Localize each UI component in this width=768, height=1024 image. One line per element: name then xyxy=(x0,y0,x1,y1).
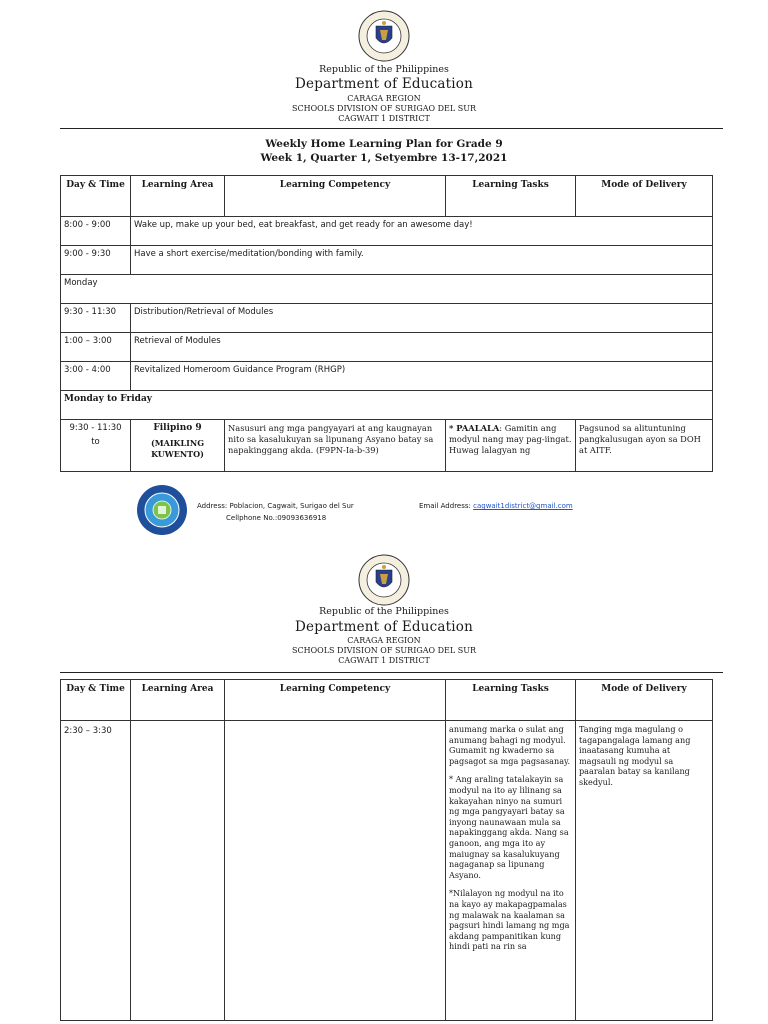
table-row xyxy=(61,217,713,246)
table-row xyxy=(61,275,713,304)
day-cell: Monday to Friday xyxy=(61,391,713,420)
delivery-cell: Tanging mga magulang o tagapangalaga lamang ang inaatasang kumuha at magsauli ng modyul sa paaralan batay sa kanilang skedyul. xyxy=(576,721,713,1021)
col-header-learning-area: Learning Area xyxy=(131,680,225,721)
task-paragraph: * Ang araling tatalakayin sa modyul na ito ay lilinang sa kakayahan ninyo na sumuri ng mga pangyayari batay sa inyong naunawaan mula sa napakinggang akda. Nang sa ganoon, ang mga ito ay maiugnay sa kasalukuyang nagaganap sa lipunang Asyano. xyxy=(449,774,569,880)
table-row xyxy=(61,246,713,275)
col-header-learning-area: Learning Area xyxy=(131,176,225,217)
table-row xyxy=(61,420,713,472)
table-row xyxy=(61,362,713,391)
time-cell: 2:30 – 3:30 xyxy=(61,721,131,1021)
col-header-mode-of-delivery: Mode of Delivery xyxy=(576,680,713,721)
col-header-learning-tasks: Learning Tasks xyxy=(446,176,576,217)
district-seal-icon xyxy=(136,484,188,536)
division-label: SCHOOLS DIVISION OF SURIGAO DEL SUR xyxy=(292,104,476,113)
footer-cellphone xyxy=(226,514,326,522)
plan-title: Weekly Home Learning Plan for Grade 9 xyxy=(265,138,503,150)
region-label: CARAGA REGION xyxy=(347,94,421,103)
competency-cell: Nasusuri ang mga pangyayari at ang kaugnayan nito sa kasalukuyan sa lipunang Asyano batay sa napakinggang akda. (F9PN-Ia-b-39) xyxy=(225,420,446,472)
time-range: 9:30 - 11:30 xyxy=(69,423,122,433)
learning-area-cell xyxy=(131,420,225,472)
learning-plan-table-continued xyxy=(60,679,713,1021)
time-cell: 1:00 – 3:00 xyxy=(61,333,131,362)
district-label: CAGWAIT 1 DISTRICT xyxy=(338,114,430,123)
cellphone-label: Cellphone No.: xyxy=(226,514,278,522)
department-title: Department of Education xyxy=(295,76,473,92)
task-paragraph: *Nilalayon ng modyul na ito na kayo ay makapagpamalas ng malawak na kaalaman sa pagsuri hindi lamang ng mga akdang pampanitikan kung hindi pati na rin sa xyxy=(449,888,570,952)
col-header-day-time: Day & Time xyxy=(61,680,131,721)
learning-plan-table xyxy=(60,175,713,472)
time-cell: 9:30 - 11:30 xyxy=(61,304,131,333)
competency-cell xyxy=(225,721,446,1021)
tasks-cell xyxy=(446,420,576,472)
tasks-cell xyxy=(446,721,576,1021)
time-cell: 8:00 - 9:00 xyxy=(61,217,131,246)
task-reminder-label: * PAALALA xyxy=(449,423,500,433)
footer-address xyxy=(197,502,354,510)
activity-cell: Retrieval of Modules xyxy=(131,333,713,362)
region-label: CARAGA REGION xyxy=(347,636,421,645)
cellphone-value: 09093636918 xyxy=(277,514,327,522)
header-divider xyxy=(60,128,723,129)
table-row xyxy=(61,304,713,333)
time-to: to xyxy=(91,437,100,447)
time-cell: 3:00 - 4:00 xyxy=(61,362,131,391)
activity-cell: Distribution/Retrieval of Modules xyxy=(131,304,713,333)
republic-label: Republic of the Philippines xyxy=(319,606,449,617)
col-header-learning-tasks: Learning Tasks xyxy=(446,680,576,721)
time-cell xyxy=(61,420,131,472)
activity-cell: Wake up, make up your bed, eat breakfast, and get ready for an awesome day! xyxy=(131,217,713,246)
address-value: Poblacion, Cagwait, Surigao del Sur xyxy=(229,502,354,510)
email-link[interactable]: cagwait1district@gmail.com xyxy=(473,502,573,510)
division-label: SCHOOLS DIVISION OF SURIGAO DEL SUR xyxy=(292,646,476,655)
task-reminder-text: : Gamitin ang modyul nang may pag-iingat. Huwag lalagyan ng xyxy=(449,423,572,455)
learning-area-cell xyxy=(131,721,225,1021)
col-header-learning-competency: Learning Competency xyxy=(225,680,446,721)
email-label: Email Address: xyxy=(419,502,471,510)
district-label: CAGWAIT 1 DISTRICT xyxy=(338,656,430,665)
address-label: Address: xyxy=(197,502,228,510)
plan-subtitle: Week 1, Quarter 1, Setyembre 13-17,2021 xyxy=(260,152,508,164)
task-paragraph: anumang marka o sulat ang anumang bahagi ng modyul. Gumamit ng kwaderno sa pagsagot sa mga pagsasanay. xyxy=(449,724,571,766)
col-header-mode-of-delivery: Mode of Delivery xyxy=(576,176,713,217)
table-row xyxy=(61,391,713,420)
time-cell: 9:00 - 9:30 xyxy=(61,246,131,275)
deped-seal-icon xyxy=(358,554,410,606)
table-row xyxy=(61,721,713,1021)
footer-email xyxy=(419,502,573,510)
deped-seal-icon xyxy=(358,10,410,62)
department-title: Department of Education xyxy=(295,619,473,635)
day-cell: Monday xyxy=(61,275,713,304)
subject-name: Filipino 9 xyxy=(153,423,202,433)
col-header-learning-competency: Learning Competency xyxy=(225,176,446,217)
subject-topic: (MAIKLING KUWENTO) xyxy=(150,438,205,459)
activity-cell: Have a short exercise/meditation/bonding with family. xyxy=(131,246,713,275)
col-header-day-time: Day & Time xyxy=(61,176,131,217)
header-divider xyxy=(60,672,723,673)
republic-label: Republic of the Philippines xyxy=(319,64,449,75)
activity-cell: Revitalized Homeroom Guidance Program (RHGP) xyxy=(131,362,713,391)
table-row xyxy=(61,333,713,362)
delivery-cell: Pagsunod sa alituntuning pangkalusugan ayon sa DOH at AITF. xyxy=(576,420,713,472)
